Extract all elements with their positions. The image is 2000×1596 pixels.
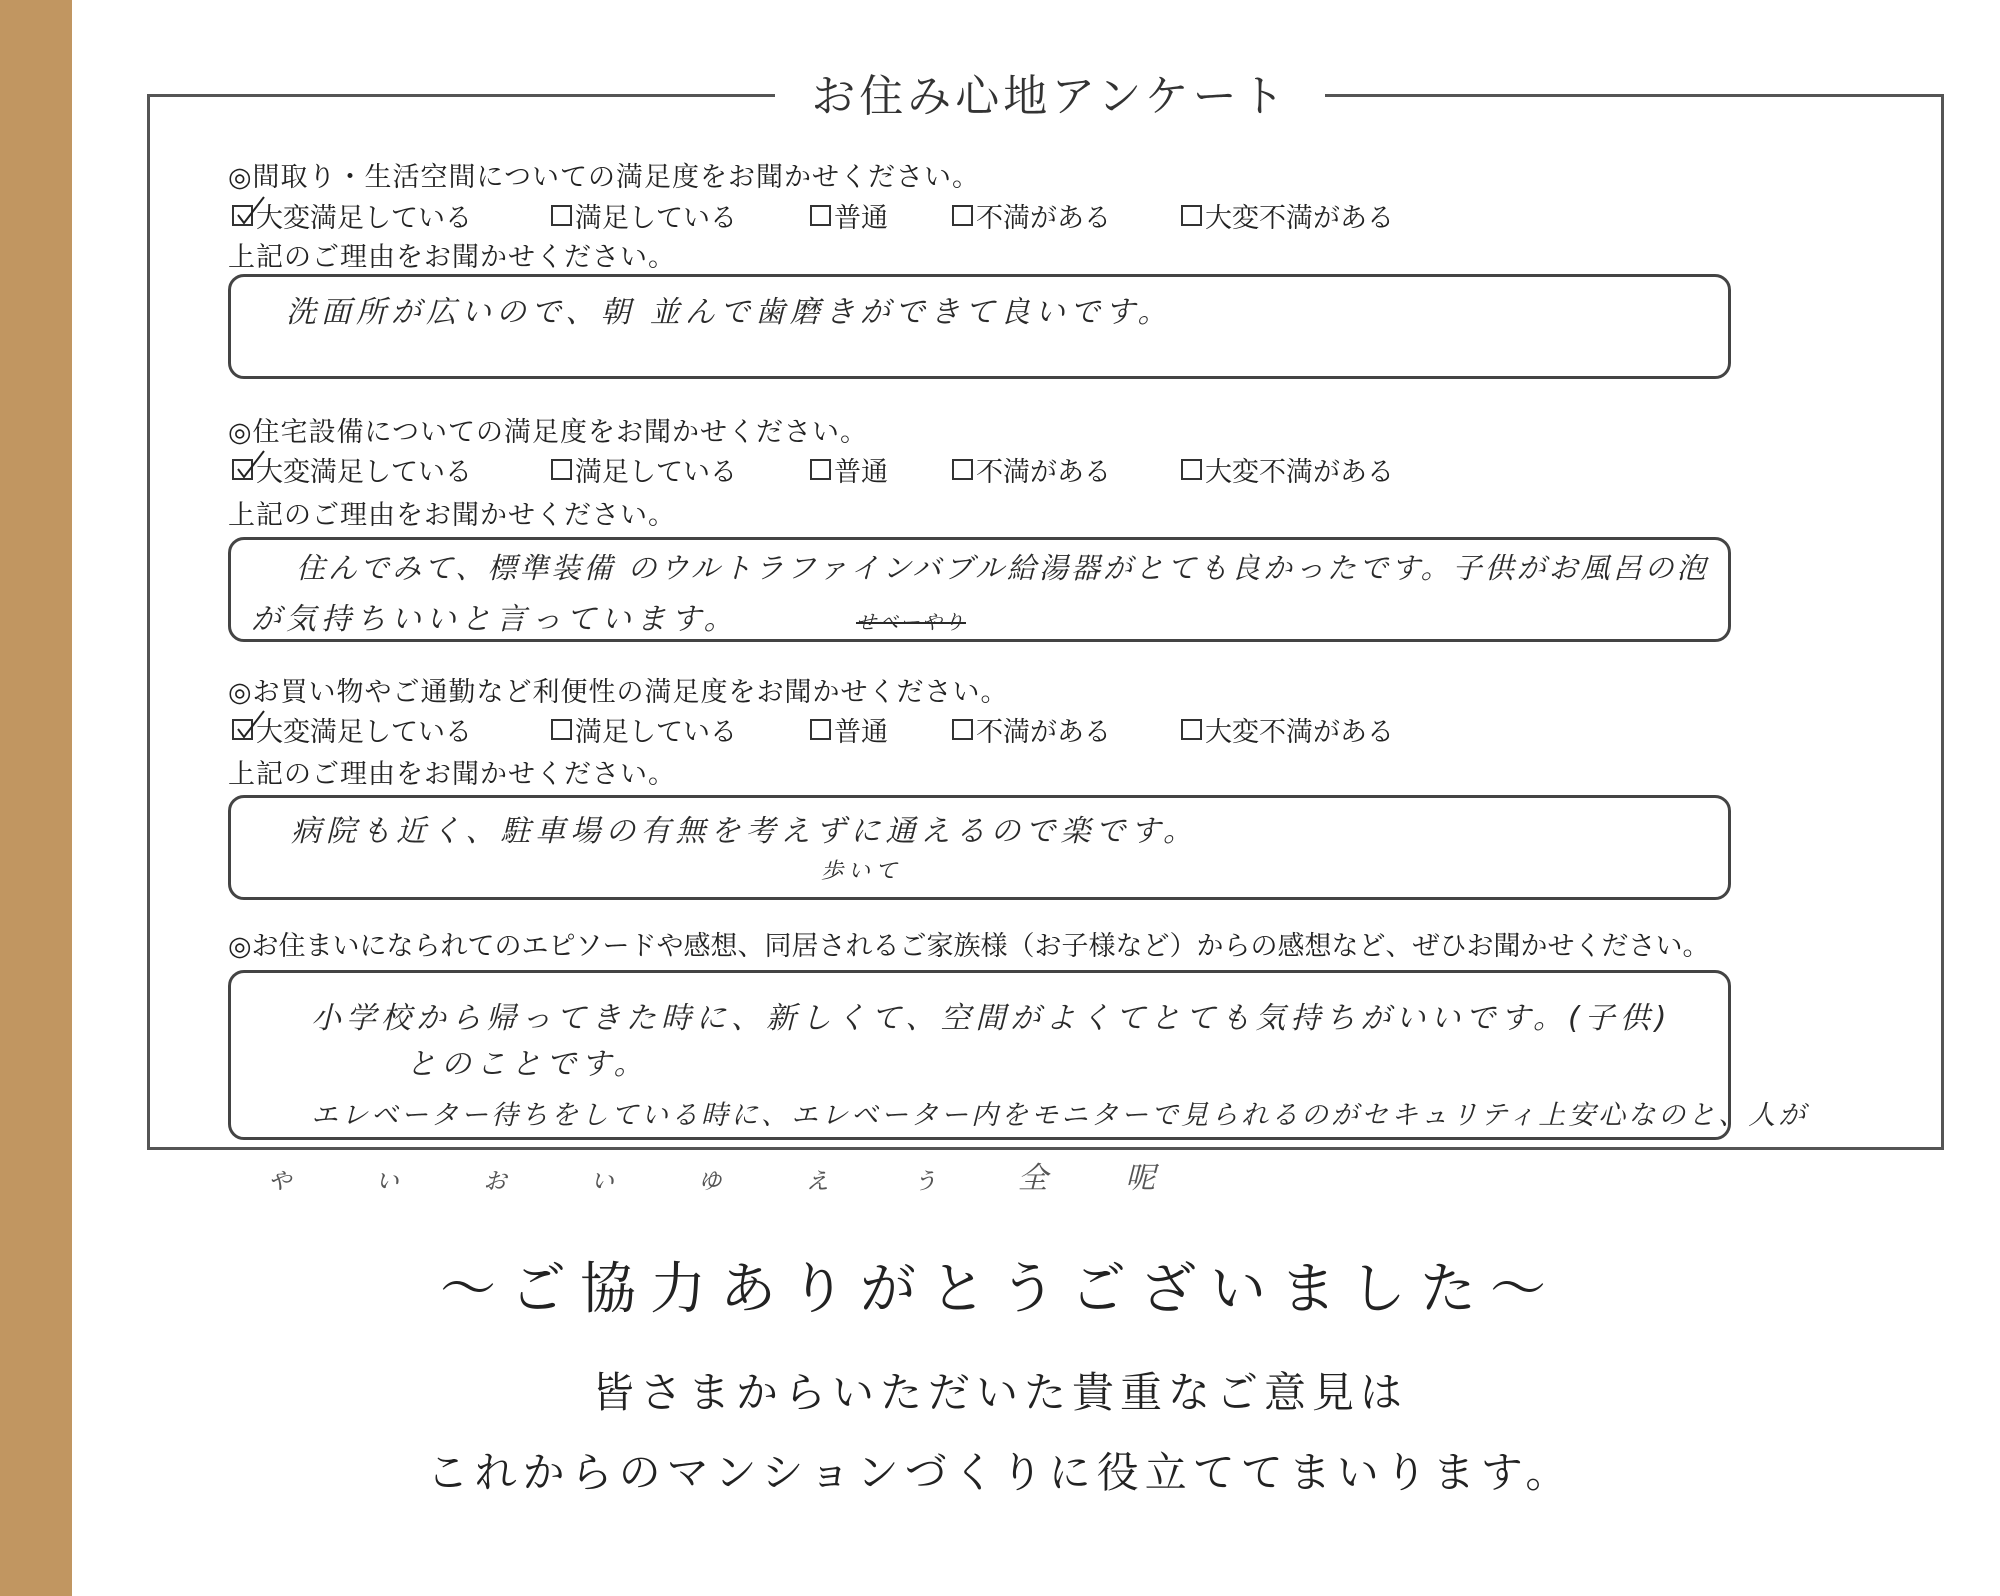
closing-line-1: 皆さまからいただいた貴重なご意見は [591, 1368, 1408, 1417]
thanks-heading: 〜ご協力ありがとうございました〜 [440, 1257, 1560, 1322]
closing-line-2: これからのマンションづくりに役立ててまいります。 [426, 1448, 1574, 1497]
q1-option-dissatisfied[interactable]: 不満がある [952, 196, 1111, 235]
q1-option-very-satisfied[interactable]: 大変満足している [232, 196, 472, 235]
question-3-answer-line-1: 病院も近く、駐車場の有無を考えずに通えるので楽です。 [291, 814, 1198, 849]
side-color-band [0, 0, 72, 1596]
question-3-reason-prompt: 上記のご理由をお聞かせください。 [228, 759, 676, 790]
checkbox-checked-icon[interactable] [232, 205, 253, 226]
question-2-text: ◎住宅設備についての満足度をお聞かせください。 [228, 417, 869, 448]
checkbox-icon[interactable] [551, 205, 572, 226]
question-2-answer-box[interactable] [228, 537, 1731, 642]
cutoff-handwriting: ゃ ぃ ぉ ぃ ゅ ぇ ぅ 全 呢 [265, 1161, 1190, 1196]
q3-option-dissatisfied[interactable]: 不満がある [952, 710, 1111, 749]
question-4-text: ◎お住まいになられてのエピソードや感想、同居されるご家族様（お子様など）からの感想など、ぜひお聞かせください。 [228, 931, 1710, 962]
checkbox-checked-icon[interactable] [232, 459, 253, 480]
q2-option-neutral[interactable]: 普通 [810, 450, 888, 489]
checkbox-icon[interactable] [952, 205, 973, 226]
q3-option-very-dissatisfied[interactable]: 大変不満がある [1181, 710, 1394, 749]
question-4-answer-box[interactable] [228, 970, 1809, 1140]
checkbox-icon[interactable] [810, 205, 831, 226]
question-3-answer-box[interactable] [228, 795, 1731, 900]
question-2-answer-line-1: 住んでみて、標準装備 のウルトラファインバブル給湯器がとても良かったです。子供がお風呂の泡 [296, 551, 1709, 585]
question-1-answer-box[interactable] [228, 274, 1731, 379]
question-1-reason-prompt: 上記のご理由をお聞かせください。 [228, 242, 676, 273]
question-3-text: ◎お買い物やご通勤など利便性の満足度をお聞かせください。 [228, 677, 1009, 708]
question-4-answer-line-1: 小学校から帰ってきた時に、新しくて、空間がよくてとても気持ちがいいです。(子供) [311, 1001, 1672, 1036]
q2-option-dissatisfied[interactable]: 不満がある [952, 450, 1111, 489]
checkbox-icon[interactable] [551, 459, 572, 480]
q3-option-neutral[interactable]: 普通 [810, 710, 888, 749]
checkbox-icon[interactable] [952, 459, 973, 480]
q2-option-very-dissatisfied[interactable]: 大変不満がある [1181, 450, 1394, 489]
survey-title: お住み心地アンケート [775, 62, 1325, 122]
question-2-struck-text: せべーやり [856, 610, 966, 634]
q1-option-neutral[interactable]: 普通 [810, 196, 888, 235]
checkbox-icon[interactable] [810, 459, 831, 480]
q3-option-very-satisfied[interactable]: 大変満足している [232, 710, 472, 749]
checkbox-icon[interactable] [551, 719, 572, 740]
question-3-insert-text: 歩いて [821, 859, 903, 884]
checkbox-icon[interactable] [1181, 459, 1202, 480]
q1-option-satisfied[interactable]: 満足している [551, 196, 737, 235]
question-4-answer-line-3: エレベーター待ちをしている時に、エレベーター内をモニターで見られるのがセキュリティ上安心なのと、人が [311, 1100, 1809, 1131]
checkbox-icon[interactable] [810, 719, 831, 740]
question-2-reason-prompt: 上記のご理由をお聞かせください。 [228, 500, 676, 531]
q1-option-very-dissatisfied[interactable]: 大変不満がある [1181, 196, 1394, 235]
question-4-answer-line-2: とのことです。 [406, 1047, 649, 1082]
checkbox-icon[interactable] [1181, 205, 1202, 226]
q2-option-very-satisfied[interactable]: 大変満足している [232, 450, 472, 489]
checkbox-icon[interactable] [1181, 719, 1202, 740]
checkbox-icon[interactable] [952, 719, 973, 740]
question-1-text: ◎間取り・生活空間についての満足度をお聞かせください。 [228, 162, 981, 193]
q2-option-satisfied[interactable]: 満足している [551, 450, 737, 489]
question-1-answer-line-1: 洗面所が広いので、朝 並んで歯磨きができて良いです。 [286, 295, 1173, 330]
checkbox-checked-icon[interactable] [232, 719, 253, 740]
question-2-answer-line-2: が気持ちいいと言っています。 [251, 602, 739, 637]
q3-option-satisfied[interactable]: 満足している [551, 710, 737, 749]
